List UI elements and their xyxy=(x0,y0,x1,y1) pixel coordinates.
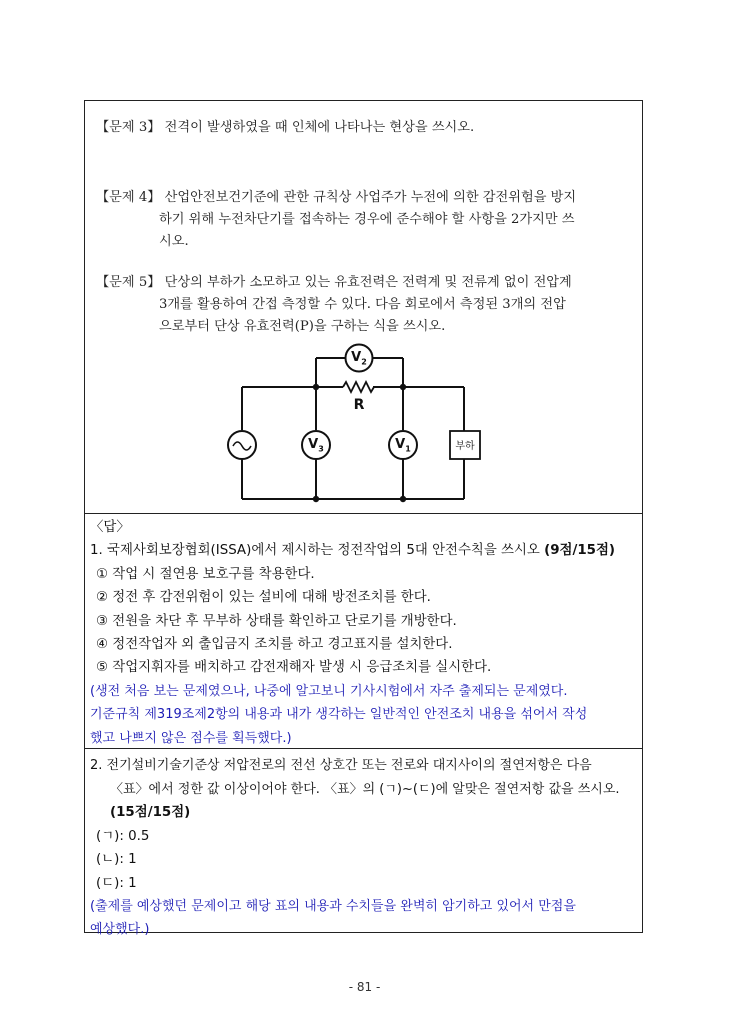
answer-2-item: (ㄷ): 1 xyxy=(96,876,137,891)
answer-2-item: (ㄱ): 0.5 xyxy=(96,829,150,844)
answer-separator xyxy=(84,748,643,749)
answer-1-comment-line: 기준규칙 제319조제2항의 내용과 내가 생각하는 일반적인 안전조치 내용을 섞어서 작성 xyxy=(90,707,588,722)
answer-1-score: (9점/15점) xyxy=(544,543,616,558)
answer-1-comment-line: 했고 나쁘지 않은 점수를 획득했다.) xyxy=(90,731,292,746)
answer-1-item: ④ 정전작업자 외 출입금지 조치를 하고 경고표지를 설치한다. xyxy=(96,637,453,652)
resistor-label: R xyxy=(353,397,365,413)
v3-label: $V_3$ xyxy=(308,437,324,454)
answer-1-title-text: 1. 국제사회보장협회(ISSA)에서 제시하는 정전작업의 5대 안전수칙을 쓰시오 xyxy=(90,543,540,558)
question-5-line-3: 으로부터 단상 유효전력(P)을 구하는 식을 쓰시오. xyxy=(159,319,446,334)
answer-2-line-2: 〈표〉에서 정한 값 이상이어야 한다. 〈표〉의 (ㄱ)~(ㄷ)에 알맞은 절연저항 값을 쓰시오. xyxy=(110,782,620,797)
answer-1-title xyxy=(90,539,615,558)
answer-header: 〈답〉 xyxy=(90,520,130,535)
junction-dot xyxy=(400,384,406,390)
answer-1-item: ① 작업 시 절연용 보호구를 착용한다. xyxy=(96,567,315,582)
junction-dot xyxy=(313,496,319,502)
junction-dot xyxy=(400,496,406,502)
question-5-line-2: 3개를 활용하여 간접 측정할 수 있다. 다음 회로에서 측정된 3개의 전압 xyxy=(159,297,566,312)
junction-dot xyxy=(313,384,319,390)
answer-1-item: ② 정전 후 감전위험이 있는 설비에 대해 방전조치를 한다. xyxy=(96,590,431,605)
answer-2-line-1: 2. 전기설비기술기준상 저압전로의 전선 상호간 또는 전로와 대지사이의 절연저항은 다음 xyxy=(90,758,592,773)
answer-1-item: ③ 전원을 차단 후 무부하 상태를 확인하고 단로기를 개방한다. xyxy=(96,614,457,629)
question-4-line-1: 【문제 4】 산업안전보건기준에 관한 규칙상 사업주가 누전에 의한 감전위험을 방지 xyxy=(96,190,577,205)
answer-1-comment-line: (생전 처음 보는 문제였으나, 나중에 알고보니 기사시험에서 자주 출제되는 문제였다. xyxy=(90,684,568,699)
answer-2-comment-line: 예상했다.) xyxy=(90,922,150,937)
v2-label: $V_2$ xyxy=(351,350,367,367)
load-label: 부하 xyxy=(455,441,475,452)
question-5-line-1: 【문제 5】 단상의 부하가 소모하고 있는 유효전력은 전력계 및 전류계 없이 전압계 xyxy=(96,275,572,290)
answer-2-score: (15점/15점) xyxy=(110,805,191,820)
question-3-text: 【문제 3】 전격이 발생하였을 때 인체에 나타나는 현상을 쓰시오. xyxy=(96,120,475,135)
v1-label: $V_1$ xyxy=(395,437,411,454)
question-4-line-2: 하기 위해 누전차단기를 접속하는 경우에 준수해야 할 사항을 2가지만 쓰 xyxy=(159,212,575,227)
answer-1-item: ⑤ 작업지휘자를 배치하고 감전재해자 발생 시 응급조치를 실시한다. xyxy=(96,660,492,675)
answer-2-comment-line: (출제를 예상했던 문제이고 해당 표의 내용과 수치들을 완벽히 암기하고 있어서 만점을 xyxy=(90,899,576,914)
question-4-line-3: 시오. xyxy=(159,234,189,249)
answer-2-item: (ㄴ): 1 xyxy=(96,852,137,867)
page-number: - 81 - xyxy=(348,980,381,994)
